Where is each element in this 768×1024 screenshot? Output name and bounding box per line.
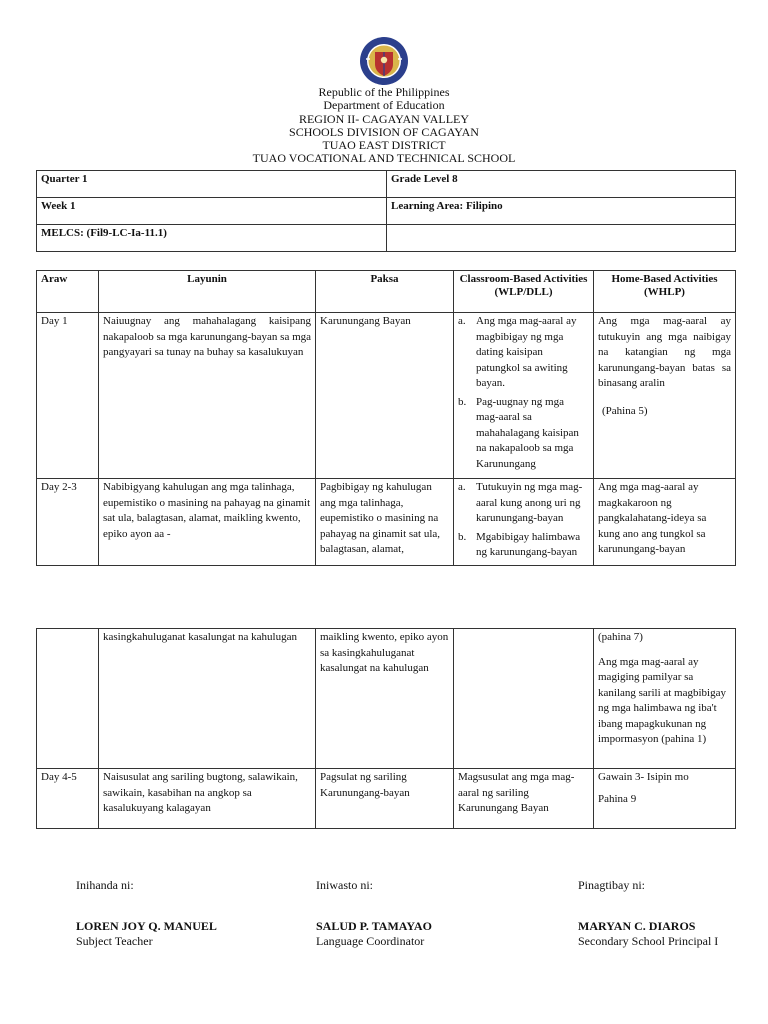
week-cell: Week 1 bbox=[37, 198, 387, 225]
layunin-cell: kasingkahuluganat kasalungat na kahulugan bbox=[99, 629, 316, 769]
home-activity-cell bbox=[594, 629, 736, 769]
deped-seal-logo bbox=[352, 36, 416, 86]
signatory-name: SALUD P. TAMAYAO bbox=[316, 919, 432, 933]
activity-text: Tutukuyin ng mga mag-aaral kung anong uri ng karunungang-bayan bbox=[476, 481, 583, 524]
classroom-activity-cell bbox=[454, 313, 594, 479]
signatory-title: Subject Teacher bbox=[76, 934, 153, 948]
signatory-name: MARYAN C. DIAROS bbox=[578, 919, 696, 933]
signatory-label: Inihanda ni: bbox=[76, 878, 134, 892]
layunin-cell: Nabibigyang kahulugan ang mga talinhaga, eupemistiko o masining na pahayag na ginamit sat ula, balagtasan, alamat, maikling kwento, epiko ayon aa - bbox=[99, 479, 316, 566]
list-item bbox=[458, 395, 589, 473]
home-activity-page: (Pahina 5) bbox=[602, 404, 648, 417]
home-activity-page: Pahina 9 bbox=[598, 792, 637, 805]
list-item bbox=[458, 314, 589, 392]
home-activity-page: (pahina 7) bbox=[598, 631, 643, 643]
home-activity-cell bbox=[594, 313, 736, 479]
school-header bbox=[0, 86, 768, 166]
list-item bbox=[458, 480, 589, 527]
header-classroom-activities: Classroom-Based Activities (WLP/DLL) bbox=[454, 271, 594, 313]
signatory-label: Pinagtibay ni: bbox=[578, 878, 645, 892]
day-cell bbox=[37, 629, 99, 769]
table-row bbox=[37, 313, 736, 479]
activity-list bbox=[458, 480, 589, 561]
empty-cell bbox=[387, 225, 736, 252]
paksa-cell: Karunungang Bayan bbox=[316, 313, 454, 479]
signatory-label: Iniwasto ni: bbox=[316, 878, 373, 892]
header-line: Department of Education bbox=[323, 98, 445, 113]
paksa-cell: maikling kwento, epiko ayon sa kasingkahuluganat kasalungat na kahulugan bbox=[316, 629, 454, 769]
table-row bbox=[37, 479, 736, 566]
classroom-activity-cell: Magsusulat ang mga mag-aaral ng sariling Karunungang Bayan bbox=[454, 769, 594, 829]
header-line: Republic of the Philippines bbox=[318, 85, 450, 99]
home-activity-cell bbox=[594, 769, 736, 829]
header-line: REGION II- CAGAYAN VALLEY bbox=[298, 111, 470, 126]
list-marker: b. bbox=[458, 395, 467, 408]
activity-text: Mgabibigay halimbawa ng karunungang-bayan bbox=[476, 530, 581, 558]
signatory-name: LOREN JOY Q. MANUEL bbox=[76, 919, 217, 933]
home-activity-text: Ang mga mag-aaral ay magiging pamilyar sa kanilang sarili at magbibigay ng mga halimbawa ng iba't ibang mapagkukunan ng impormasyon (pahina 1) bbox=[598, 655, 726, 745]
home-activity-text: Gawain 3- Isipin mo bbox=[598, 771, 689, 783]
weekly-plan-continuation-table bbox=[36, 628, 736, 829]
paksa-cell: Pagsulat ng sariling Karunungang-bayan bbox=[316, 769, 454, 829]
table-row bbox=[37, 769, 736, 829]
quarter-cell: Quarter 1 bbox=[37, 171, 387, 198]
header-line: TUAO EAST DISTRICT bbox=[322, 138, 446, 153]
header-home-activities: Home-Based Activities (WHLP) bbox=[594, 271, 736, 313]
header-line: TUAO VOCATIONAL AND TECHNICAL SCHOOL bbox=[252, 151, 516, 166]
paksa-cell: Pagbibigay ng kahulugan ang mga talinhaga, eupemistiko o masining na pahayag na ginamit sat ula, balagtasan, alamat, bbox=[316, 479, 454, 566]
layunin-cell: Naisusulat ang sariling bugtong, salawikain, sawikain, kasabihan na angkop sa kasalukuyang kalagayan bbox=[99, 769, 316, 829]
classroom-activity-cell bbox=[454, 629, 594, 769]
header-layunin: Layunin bbox=[99, 271, 316, 313]
grade-level-cell: Grade Level 8 bbox=[387, 171, 736, 198]
header-line: SCHOOLS DIVISION OF CAGAYAN bbox=[289, 124, 479, 139]
melcs-cell: MELCS: (Fil9-LC-Ia-11.1) bbox=[37, 225, 387, 252]
home-activity-cell: Ang mga mag-aaral ay magkakaroon ng pangkalahatang-ideya sa kung ano ang tungkol sa karunungang-bayan bbox=[594, 479, 736, 566]
table-row bbox=[37, 629, 736, 769]
layunin-cell: Naiuugnay ang mahahalagang kaisipang nakapaloob sa mga karunungang-bayan sa mga pangyayari sa tunay na buhay sa kasalukuyan bbox=[99, 313, 316, 479]
header-araw: Araw bbox=[37, 271, 99, 313]
list-item bbox=[458, 530, 589, 561]
header-paksa: Paksa bbox=[316, 271, 454, 313]
day-cell: Day 2-3 bbox=[37, 479, 99, 566]
list-marker: a. bbox=[458, 481, 466, 493]
signatory-title: Secondary School Principal I bbox=[578, 934, 719, 948]
list-marker: a. bbox=[458, 315, 466, 327]
signatory-title: Language Coordinator bbox=[316, 934, 425, 948]
day-cell: Day 1 bbox=[37, 313, 99, 479]
activity-text: Pag-uugnay ng mga mag-aaral sa mahahalagang kaisipan na nakapaloob sa mga Karunungang bbox=[476, 395, 579, 470]
info-table bbox=[36, 170, 736, 252]
home-activity-text: Ang mga mag-aaral ay tutukuyin ang mga naibigay na katangian ng mga karunungang-bayan batas sa binasang aralin bbox=[598, 315, 731, 389]
learning-area-cell: Learning Area: Filipino bbox=[387, 198, 736, 225]
signatory-checked bbox=[316, 878, 432, 949]
activity-list bbox=[458, 314, 589, 472]
day-cell: Day 4-5 bbox=[37, 769, 99, 829]
signatory-prepared bbox=[76, 878, 217, 949]
weekly-plan-table bbox=[36, 270, 736, 566]
signatory-approved bbox=[578, 878, 718, 949]
list-marker: b. bbox=[458, 530, 467, 543]
classroom-activity-cell bbox=[454, 479, 594, 566]
activity-text: Ang mga mag-aaral ay magbibigay ng mga dating kaisipan patungkol sa awiting bayan. bbox=[476, 315, 577, 389]
